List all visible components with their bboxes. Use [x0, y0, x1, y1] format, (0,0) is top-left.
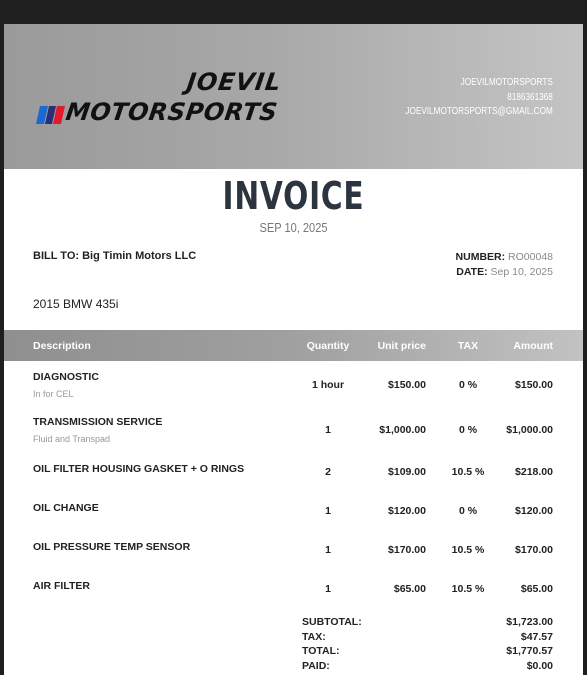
item-note: In for CEL	[33, 389, 74, 399]
item-tax: 0 %	[458, 379, 478, 391]
total-value: $1,770.57	[506, 645, 553, 657]
item-unit-price: $65.00	[393, 583, 426, 595]
subtotal-value: $1,723.00	[506, 616, 553, 628]
vehicle-info: 2015 BMW 435i	[33, 297, 119, 311]
item-amount: $1,000.00	[506, 424, 553, 436]
item-tax: 10.5 %	[451, 466, 485, 478]
item-amount: $218.00	[515, 466, 553, 478]
item-unit-price: $150.00	[388, 379, 426, 391]
col-description: Description	[33, 340, 91, 352]
date-label: DATE:	[456, 266, 488, 278]
item-quantity: 1	[325, 583, 331, 595]
table-row	[4, 416, 583, 456]
item-tax: 10.5 %	[451, 583, 485, 595]
item-description: AIR FILTER	[33, 580, 90, 592]
item-quantity: 1	[325, 544, 331, 556]
table-row	[4, 541, 583, 581]
item-tax: 0 %	[458, 424, 478, 436]
col-tax: TAX	[457, 340, 479, 352]
totals-labels	[302, 615, 362, 673]
table-header	[4, 330, 583, 361]
company-contact	[406, 76, 553, 120]
tax-total-label: TAX:	[302, 630, 326, 643]
bill-to-value: Big Timin Motors LLC	[82, 250, 197, 262]
item-amount: $65.00	[520, 583, 553, 595]
invoice-meta	[456, 250, 553, 280]
totals-values	[474, 615, 553, 673]
number-label: NUMBER:	[455, 251, 506, 263]
item-amount: $150.00	[515, 379, 553, 391]
invoice-header	[4, 24, 583, 169]
item-amount: $120.00	[515, 505, 553, 517]
item-tax: 10.5 %	[451, 544, 485, 556]
table-row	[4, 371, 583, 411]
item-quantity: 1	[325, 424, 331, 436]
company-email: JOEVILMOTORSPORTS@GMAIL.COM	[405, 106, 553, 117]
invoice-header-date: SEP 10, 2025	[259, 220, 328, 235]
table-row	[4, 463, 583, 503]
logo-text-top: JOEVIL	[185, 68, 284, 96]
subtotal-label: SUBTOTAL:	[302, 616, 362, 628]
item-tax: 0 %	[458, 505, 478, 517]
invoice-date: Sep 10, 2025	[490, 266, 553, 278]
table-row	[4, 580, 583, 620]
item-quantity: 1	[325, 505, 331, 517]
invoice-number: RO00048	[508, 251, 553, 263]
bill-to	[33, 250, 196, 262]
col-quantity: Quantity	[306, 340, 350, 352]
item-quantity: 2	[325, 466, 331, 478]
col-amount: Amount	[513, 340, 553, 352]
item-note: Fluid and Transpad	[33, 434, 111, 444]
invoice-title: INVOICE	[222, 174, 365, 218]
col-unit-price: Unit price	[377, 340, 426, 352]
m-stripes-icon	[36, 106, 66, 124]
company-name: JOEVILMOTORSPORTS	[460, 77, 553, 88]
item-description: TRANSMISSION SERVICE	[33, 416, 163, 428]
paid-value: $0.00	[526, 659, 553, 672]
item-quantity: 1 hour	[311, 379, 345, 391]
company-phone: 8186361368	[507, 91, 553, 103]
paid-label: PAID:	[302, 659, 330, 672]
item-unit-price: $120.00	[388, 505, 426, 517]
item-amount: $170.00	[515, 544, 553, 556]
item-unit-price: $1,000.00	[379, 424, 426, 436]
item-description: OIL CHANGE	[33, 502, 99, 514]
table-row	[4, 502, 583, 542]
total-label: TOTAL:	[302, 645, 340, 657]
item-description: DIAGNOSTIC	[33, 371, 99, 383]
item-unit-price: $109.00	[388, 466, 426, 478]
invoice-page	[4, 24, 583, 675]
item-description: OIL PRESSURE TEMP SENSOR	[33, 541, 191, 553]
bill-to-label: BILL TO:	[33, 250, 80, 262]
logo-text-main: MOTORSPORTS	[64, 98, 280, 126]
item-description: OIL FILTER HOUSING GASKET + O RINGS	[33, 463, 245, 475]
tax-total-value: $47.57	[520, 630, 553, 643]
item-unit-price: $170.00	[388, 544, 426, 556]
